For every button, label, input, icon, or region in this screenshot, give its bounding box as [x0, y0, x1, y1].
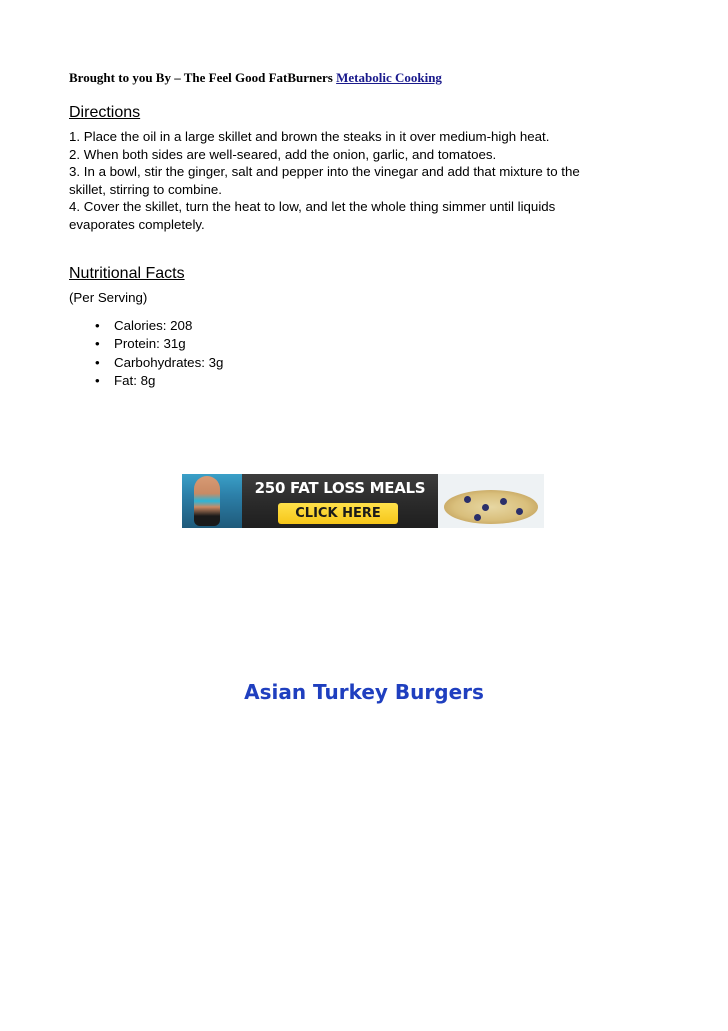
banner-blueberry [482, 504, 489, 511]
banner-blueberry [516, 508, 523, 515]
directions-line: 3. In a bowl, stir the ginger, salt and pepper into the vinegar and add that mixture to the [69, 164, 580, 179]
nutrition-item: • Calories: 208 [90, 317, 223, 335]
nutrition-list [90, 317, 223, 391]
banner-blueberry [474, 514, 481, 521]
header-prefix: Brought to you By – The Feel Good FatBurners [69, 70, 333, 85]
banner-blueberry [464, 496, 471, 503]
directions-line: evaporates completely. [69, 216, 205, 232]
nutritional-facts-heading: Nutritional Facts [69, 265, 185, 282]
recipe-title: Asian Turkey Burgers [244, 680, 484, 704]
nutrition-item: • Fat: 8g [90, 372, 223, 390]
directions-heading: Directions [69, 104, 141, 121]
directions-line: 4. Cover the skillet, turn the heat to low, and let the whole thing simmer until liquids [69, 199, 556, 214]
banner-blueberry [500, 498, 507, 505]
banner-model-figure [194, 476, 220, 526]
directions-line: skillet, stirring to combine. [69, 181, 222, 197]
metabolic-cooking-link[interactable]: Metabolic Cooking [336, 70, 442, 85]
banner-headline: 250 FAT LOSS MEALS [254, 479, 426, 497]
directions-body [69, 128, 649, 233]
banner-pancake-plate [444, 490, 538, 524]
fat-loss-meals-banner[interactable] [182, 474, 544, 528]
directions-line: 2. When both sides are well-seared, add the onion, garlic, and tomatoes. [69, 146, 497, 162]
directions-line: 1. Place the oil in a large skillet and brown the steaks in it over medium-high heat. [69, 129, 550, 144]
banner-click-here-button[interactable]: CLICK HERE [278, 503, 398, 524]
per-serving-label: (Per Serving) [69, 290, 148, 305]
brought-to-you-line [69, 70, 442, 86]
nutrition-item: • Protein: 31g [90, 335, 223, 353]
nutrition-item: • Carbohydrates: 3g [90, 354, 223, 372]
